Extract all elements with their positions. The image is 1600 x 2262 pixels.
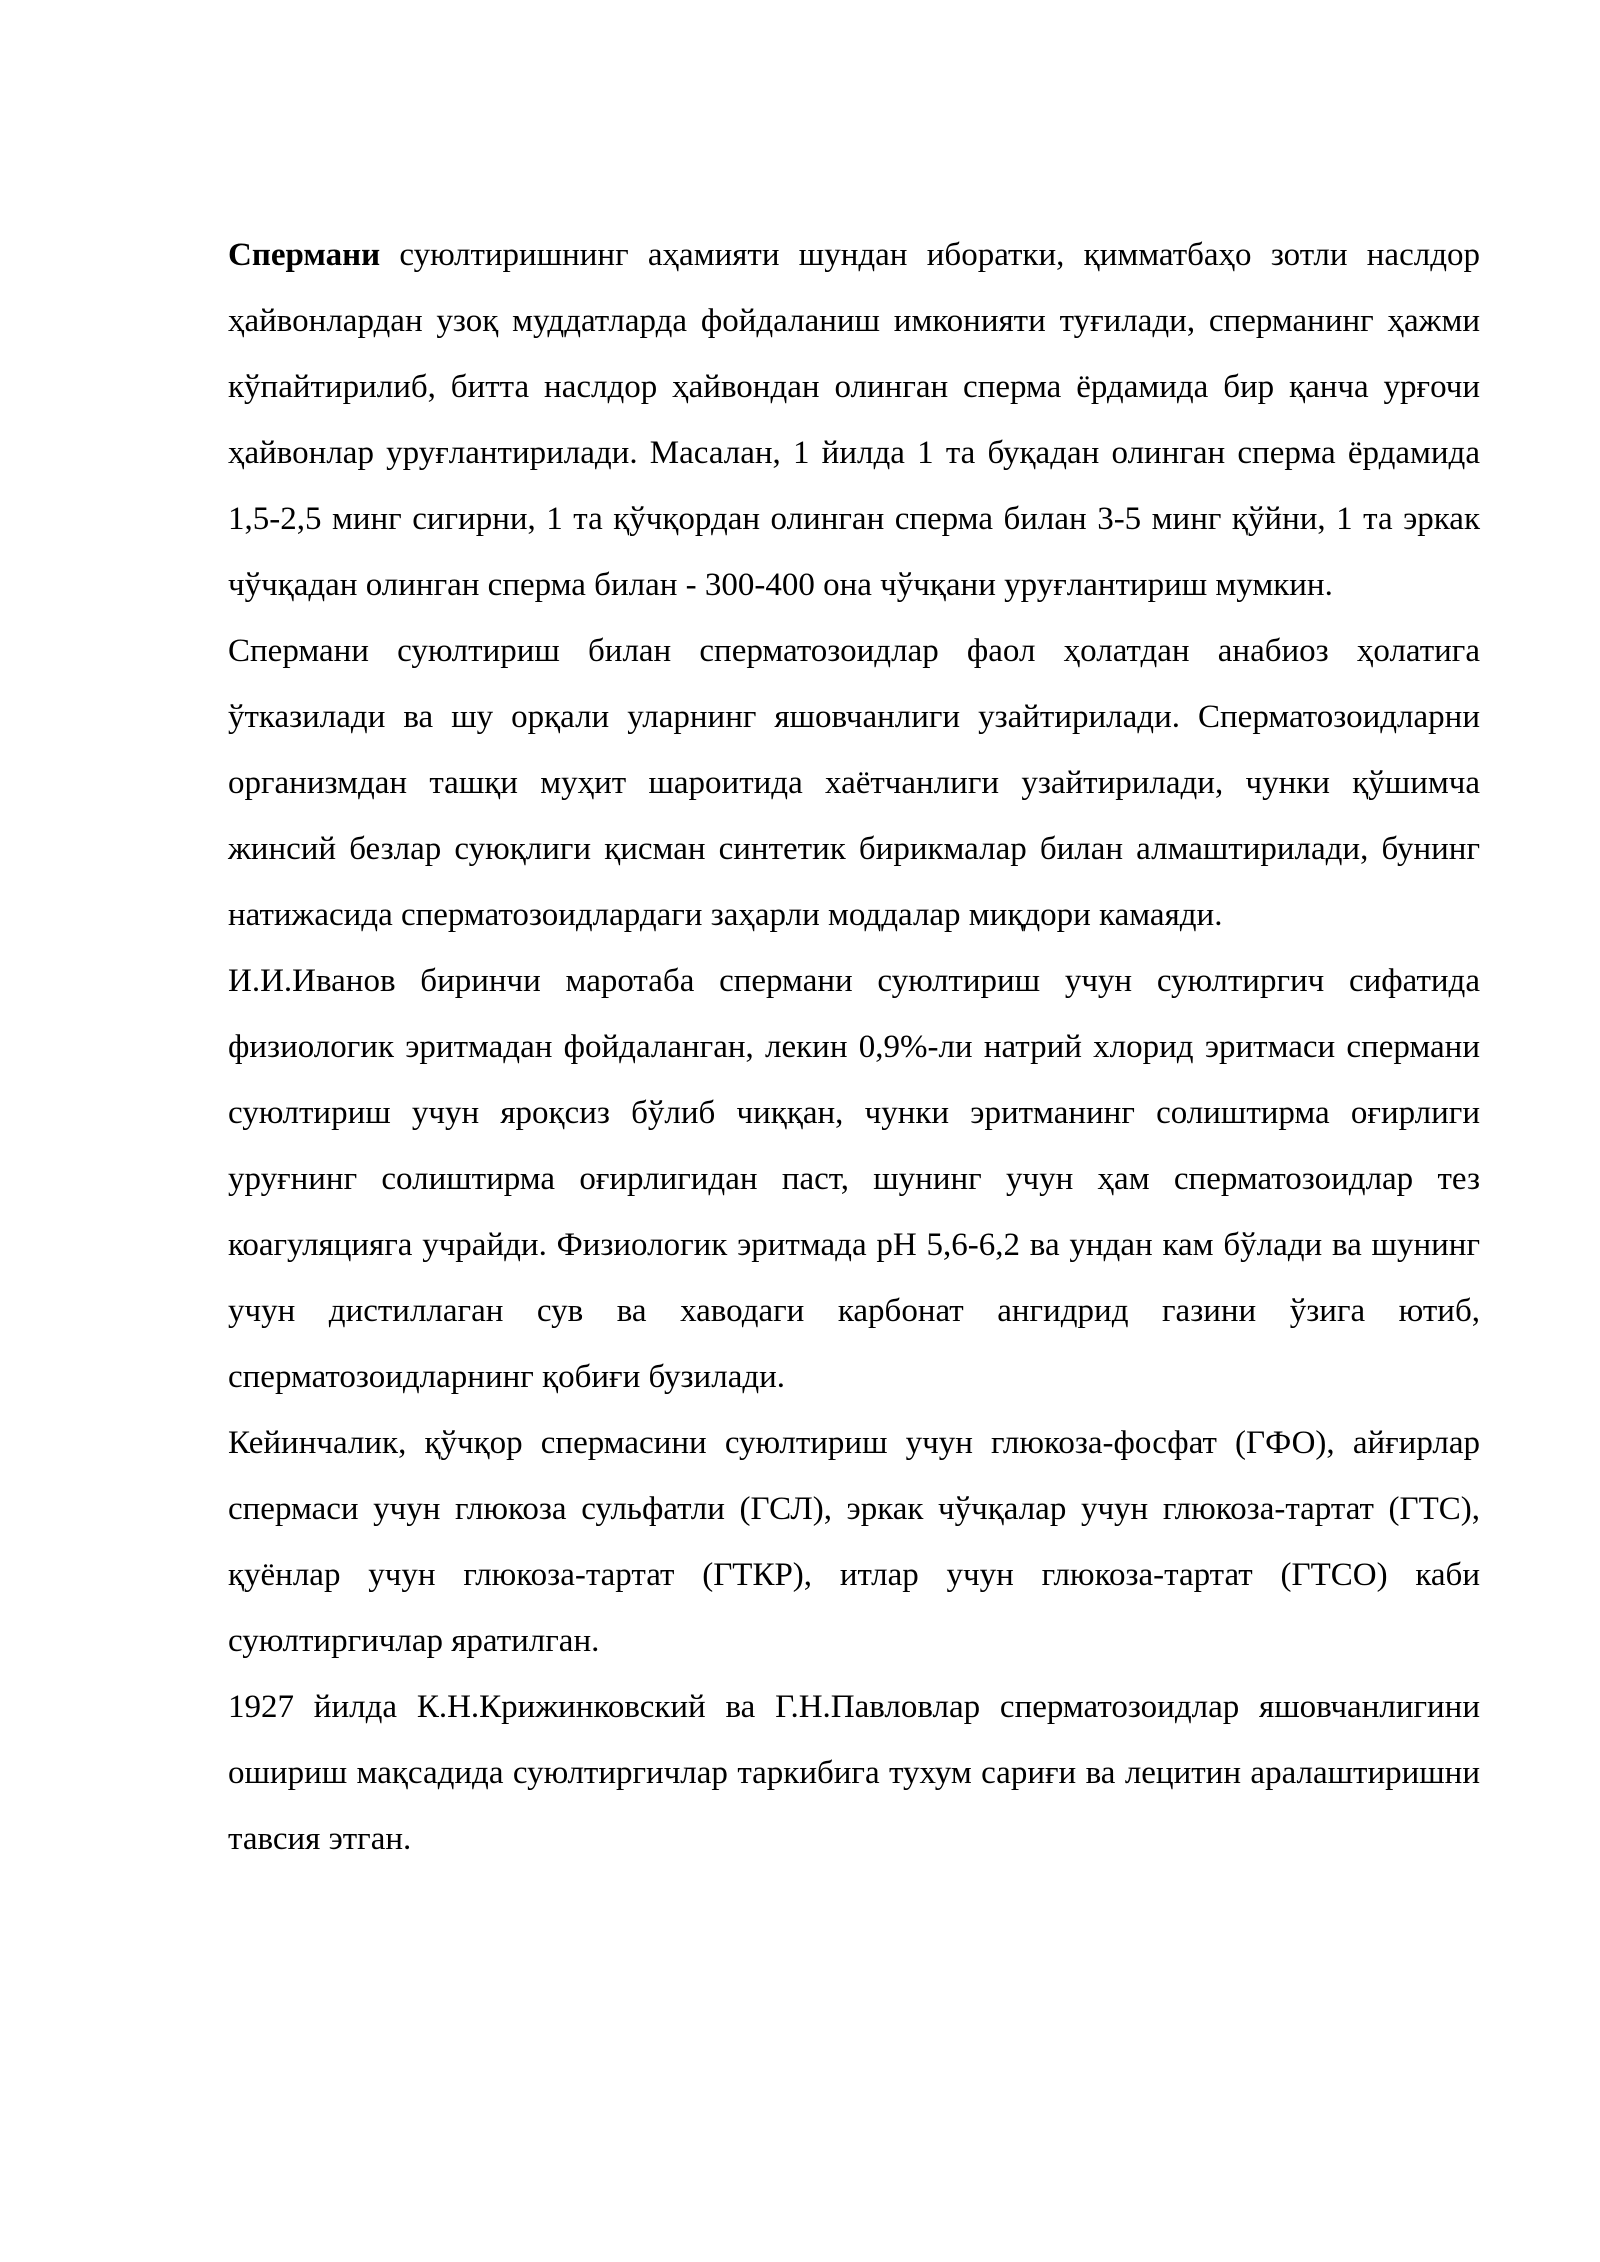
paragraph-4: Кейинчалик, қўчқор спермасини суюлтириш учун глюкоза-фосфат (ГФО), айғирлар спермаси учун глюкоза сульфатли (ГСЛ), эркак чўчқалар учун глюкоза-тартат (ГТС), қуёнлар учун глюкоза-тартат (ГТКР), итлар учун глюкоза-тартат (ГТСО) каби суюлтиргичлар яратилган. — [228, 1425, 1480, 1659]
paragraph-3: И.И.Иванов биринчи маротаба спермани суюлтириш учун суюлтиргич сифатида физиологик эритмадан фойдаланган, лекин 0,9%-ли натрий хлорид эритмаси спермани суюлтириш учун яроқсиз бўлиб чиққан, чунки эритманинг солиштирма оғирлиги уруғнинг солиштирма оғирлигидан паст, шунинг учун ҳам сперматозоидлар тез коагуляцияга учрайди. Физиологик эритмада рН 5,6-6,2 ва ундан кам бўлади ва шунинг учун дистиллаган сув ва хаводаги карбонат ангидрид газини ўзига ютиб, сперматозоидларнинг қобиғи бузилади. — [228, 963, 1480, 1395]
document-page — [228, 222, 1480, 1872]
paragraph-1-text: суюлтиришнинг аҳамияти шундан иборатки, қимматбаҳо зотли наслдор ҳайвонлардан узоқ муддатларда фойдаланиш имконияти туғилади, сперманинг ҳажми кўпайтирилиб, битта наслдор ҳайвондан олинган сперма ёрдамида бир қанча урғочи ҳайвонлар уруғлантирилади. Масалан, 1 йилда 1 та буқадан олинган сперма ёрдамида 1,5-2,5 минг сигирни, 1 та қўчқордан олинган сперма билан 3-5 минг қўйни, 1 та эркак чўчқадан олинган сперма билан - 300-400 она чўчқани уруғлантириш мумкин. — [228, 237, 1480, 603]
paragraph-1 — [228, 222, 1480, 618]
paragraph-2: Спермани суюлтириш билан сперматозоидлар фаол ҳолатдан анабиоз ҳолатига ўтказилади ва шу орқали уларнинг яшовчанлиги узайтирилади. Сперматозоидларни организмдан ташқи муҳит шароитида хаётчанлиги узайтирилади, чунки қўшимча жинсий безлар суюқлиги қисман синтетик бирикмалар билан алмаштирилади, бунинг натижасида сперматозоидлардаги заҳарли моддалар миқдори камаяди. — [228, 633, 1480, 933]
paragraph-5: 1927 йилда К.Н.Крижинковский ва Г.Н.Павловлар сперматозоидлар яшовчанлигини ошириш мақсадида суюлтиргичлар таркибига тухум сариғи ва лецитин аралаштиришни тавсия этган. — [228, 1689, 1480, 1857]
paragraph-1-lead-term: Спермани — [228, 237, 381, 273]
